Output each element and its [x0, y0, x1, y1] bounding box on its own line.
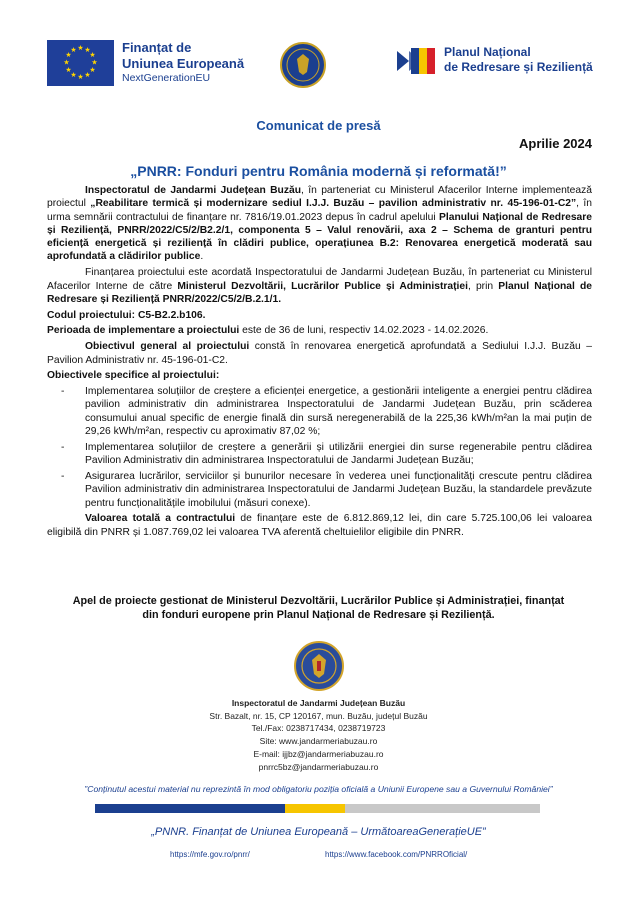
text-span: , prin	[467, 280, 499, 292]
gendarmerie-emblem-icon	[294, 641, 344, 691]
mfe-link[interactable]: https://mfe.gov.ro/pnrr/	[170, 850, 250, 859]
project-code-label: Codul proiectului:	[47, 309, 136, 321]
document-date: Aprilie 2024	[519, 136, 592, 151]
list-item-text: Implementarea soluțiilor de creștere a eficienței energetice, a gestionării inteligente a energiei pentru clădirea pavilion administrativ din administrarea Inspectoratului de Jandarmi Județean Buzău, prin scăderea consumului anual specific de energie finală din sursă neregenerabilă de la 225,36 kWh/m²an la mai puțin de 29,26 kWh/m²an, respectiv cu aproximativ 87,02 %;	[85, 386, 592, 438]
contact-address: Str. Bazalt, nr. 15, CP 120167, mun. Buzău, județul Buzău	[209, 710, 428, 721]
text-span: , în parteneriat cu Ministerul Afacerilor Interne implementează proiectul	[47, 185, 592, 210]
program-code: Planul Național de Redresare și Reziliență PNRR/2022/C5/2/B.2.1/1.	[47, 280, 592, 305]
org-name: Inspectoratul de Jandarmi Județean Buzău	[85, 185, 302, 196]
contact-name: Inspectoratul de Jandarmi Județean Buzău	[231, 698, 406, 708]
project-code-value: C5-B2.2.b106.	[135, 309, 206, 321]
contact-block	[0, 697, 637, 773]
eu-funding-line2: Uniunea Europeană	[122, 56, 245, 71]
pnrr-title-line1: Planul Național	[444, 45, 531, 59]
paragraph-financing	[47, 266, 592, 306]
svg-text:★: ★	[91, 58, 98, 67]
text-span: , în urma semnării contractului de finanțare nr. 7816/19.01.2023 depus în cadrul apelului	[47, 198, 592, 223]
list-item: - Implementarea soluțiilor de creștere a eficienței energetice, a gestionării inteligente a energiei pentru clădirea pavilion administrativ din administrarea Inspectoratului de Jandarmi Județean Buzău, prin scăderea consumului anual specific de energie finală din sursă neregenerabilă de la 225,36 kWh/m²an la mai puțin de 29,26 kWh/m²an, respectiv cu aproximativ 87,02 %;	[61, 386, 592, 438]
general-objective	[47, 340, 592, 367]
specific-objectives-label	[47, 369, 592, 382]
program-name: Planului Național de Redresare și Reziliență, PNRR/2022/C5/2/B2.2/1, componenta 5 – Valul renovării, axa 2 – Schema de granturi pentru eficiență energetică și reziliență în clădiri publice, operațiunea B.2: Renovarea energetică moderată sau aprofundată a clădirilor publice	[47, 211, 593, 263]
facebook-link[interactable]: https://www.facebook.com/PNRROficial/	[325, 850, 468, 859]
contact-email[interactable]: E-mail: ijjbz@jandarmeriabuzau.ro	[253, 748, 384, 759]
period-text: este de 36 de luni, respectiv 14.02.2023 - 14.02.2026.	[239, 325, 489, 337]
objective-label: Obiectivul general al proiectului	[85, 341, 250, 353]
svg-text:★: ★	[63, 58, 70, 67]
svg-text:★: ★	[77, 73, 84, 81]
project-name: „Reabilitare termică și modernizare sediul I.J.J. Buzău – pavilion administrativ nr. 45-196-01-C2”	[90, 198, 577, 210]
list-item: - Implementarea soluțiilor de creștere a generării și utilizării energiei din surse regenerabile pentru clădirea Pavilion Administrativ din administrarea Inspectoratului de Jandarmi Județean Buzău;	[61, 441, 592, 467]
implementation-period	[47, 324, 592, 337]
headline: „PNRR: Fonduri pentru România modernă și reformată!”	[130, 163, 507, 179]
svg-text:★: ★	[70, 71, 77, 79]
svg-text:★: ★	[65, 51, 72, 59]
svg-text:★: ★	[89, 51, 96, 59]
text-span: Finanțarea proiectului este acordată Inspectoratului de Jandarmi Județean Buzău, în parteneriat cu Ministerul Afacerilor Interne de către	[47, 267, 592, 292]
svg-text:★: ★	[89, 66, 96, 74]
list-item: - Asigurarea lucrărilor, serviciilor și bunurilor necesare în vederea unei funcționalități crescute pentru clădirea Pavilion administrativ din administrarea Inspectoratului de Jandarmi Județean Buzău, la standardele prevăzute pentru funcționalitățile imobilului (măsuri conexe).	[61, 470, 592, 509]
svg-text:★: ★	[84, 71, 91, 79]
romanian-government-seal-icon	[280, 42, 326, 88]
eu-funding-line3: NextGenerationEU	[122, 72, 211, 84]
ministry-name: Ministerul Dezvoltării, Lucrărilor Publice și Administrației	[177, 280, 468, 292]
value-label: Valoarea totală a contractului	[85, 513, 236, 525]
paragraph-intro	[47, 184, 592, 264]
footer-color-bar	[95, 804, 540, 813]
svg-text:★: ★	[65, 66, 72, 74]
eu-funding-line1: Finanțat de	[122, 40, 192, 55]
call-statement: Apel de proiecte gestionat de Ministerul Dezvoltării, Lucrărilor Publice și Administrației, finanțat din fonduri europene prin Planul Național de Redresare și Reziliență.	[72, 595, 565, 621]
contact-email-pnrr[interactable]: pnrrc5bz@jandarmeriabuzau.ro	[258, 761, 379, 772]
press-release-body	[47, 184, 592, 541]
contract-value	[47, 512, 592, 539]
svg-text:★: ★	[84, 46, 91, 54]
eu-flag-logo	[47, 40, 114, 86]
value-text: de finanțare este de 6.812.869,12 lei, din care 5.725.100,06 lei valoarea eligibilă din PNRR și 1.087.769,02 lei valoarea TVA aferentă cheltuielilor eligibile din PNRR.	[47, 513, 593, 538]
svg-text:★: ★	[70, 46, 77, 54]
objective-text: constă în renovarea energetică aprofundată a Sediului I.J.J. Buzău – Pavilion Administrativ nr. 45-196-01-C2.	[47, 341, 592, 366]
project-code	[47, 309, 592, 322]
document-type: Comunicat de presă	[256, 118, 381, 133]
text-span: .	[200, 251, 204, 263]
period-label: Perioada de implementare a proiectului	[47, 325, 240, 337]
pnrr-logo-icon	[397, 46, 437, 76]
disclaimer: ”Conținutul acestui material nu reprezintă în mod obligatoriu poziția oficială a Uniunii Europene sau a Guvernului României”	[84, 784, 553, 794]
contact-site[interactable]: Site: www.jandarmeriabuzau.ro	[259, 736, 378, 747]
list-item-text: Implementarea soluțiilor de creștere a generării și utilizării energiei din surse regenerabile pentru clădirea Pavilion Administrativ din administrarea Inspectoratului de Jandarmi Județean Buzău;	[85, 441, 592, 467]
footer-slogan: „PNNR. Finanțat de Uniunea Europeană – UrmătoareaGenerațieUE”	[151, 826, 486, 838]
contact-phone: Tel./Fax: 0238717434, 0238719723	[251, 723, 386, 734]
list-item-text: Asigurarea lucrărilor, serviciilor și bunurilor necesare în vederea unei funcționalități crescute pentru clădirea Pavilion administrativ din administrarea Inspectoratului de Jandarmi Județean Buzău, la standardele prevăzute pentru funcționalitățile imobilului (măsuri conexe).	[85, 470, 592, 509]
svg-text:★: ★	[77, 44, 84, 52]
specific-objectives-heading: Obiectivele specifice al proiectului:	[47, 370, 220, 382]
pnrr-title-line2: de Redresare și Reziliență	[444, 60, 593, 74]
